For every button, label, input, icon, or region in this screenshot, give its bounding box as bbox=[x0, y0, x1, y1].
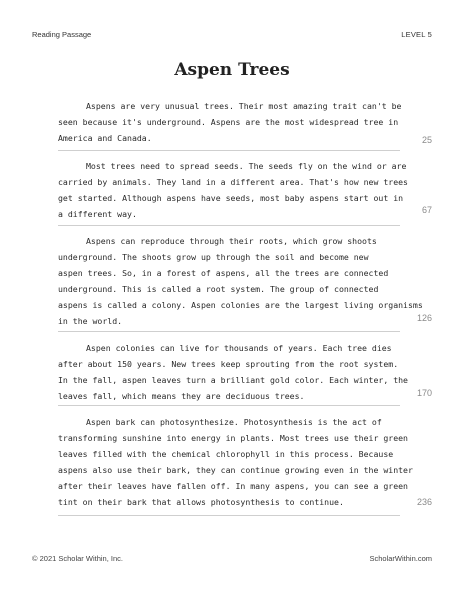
paragraph-line: Aspens can reproduce through their roots, which grow shoots bbox=[86, 236, 377, 246]
word-count: 170 bbox=[416, 388, 432, 398]
paragraph-1 bbox=[58, 98, 402, 146]
paragraph-line: America and Canada. bbox=[58, 133, 152, 143]
header-passage-label: Reading Passage bbox=[32, 30, 92, 39]
paragraph-line: tint on their bark that allows photosynthesis to continue. bbox=[58, 497, 344, 507]
paragraph-line: underground. The shoots grow up through the soil and become new bbox=[58, 252, 369, 262]
paragraph-line: underground. This is called a root system. The group of connected bbox=[58, 284, 379, 294]
word-count: 126 bbox=[416, 313, 432, 323]
paragraph-divider bbox=[58, 150, 400, 151]
paragraph-line: transforming sunshine into energy in plants. Most trees use their green bbox=[58, 433, 408, 443]
page-title: Aspen Trees bbox=[174, 60, 290, 80]
paragraph-line: aspens also use their bark, they can continue growing even in the winter bbox=[58, 465, 413, 475]
paragraph-3 bbox=[58, 233, 423, 329]
paragraph-4 bbox=[58, 340, 408, 404]
paragraph-divider bbox=[58, 405, 400, 406]
paragraph-line: get started. Although aspens have seeds, most baby aspens start out in bbox=[58, 193, 404, 203]
word-count: 25 bbox=[421, 135, 432, 145]
paragraph-5 bbox=[58, 414, 413, 510]
paragraph-line: leaves fall, which means they are deciduous trees. bbox=[58, 391, 305, 401]
paragraph-line: aspen trees. So, in a forest of aspens, all the trees are connected bbox=[58, 268, 389, 278]
paragraph-divider bbox=[58, 225, 400, 226]
paragraph-line: Aspen bark can photosynthesize. Photosynthesis is the act of bbox=[86, 417, 382, 427]
footer-copyright: © 2021 Scholar Within, Inc. bbox=[32, 554, 123, 563]
paragraph-divider bbox=[58, 515, 400, 516]
paragraph-divider bbox=[58, 331, 400, 332]
paragraph-line: aspens is called a colony. Aspen colonies are the largest living organisms bbox=[58, 300, 423, 310]
paragraph-line: carried by animals. They land in a different area. That's how new trees bbox=[58, 177, 408, 187]
paragraph-line: after about 150 years. New trees keep sprouting from the root system. bbox=[58, 359, 399, 369]
paragraph-line: after their leaves have fallen off. In many aspens, you can see a green bbox=[58, 481, 408, 491]
word-count: 67 bbox=[421, 205, 432, 215]
paragraph-line: seen because it's underground. Aspens are the most widespread tree in bbox=[58, 117, 399, 127]
header-level-label: LEVEL 5 bbox=[401, 30, 432, 39]
paragraph-line: Most trees need to spread seeds. The seeds fly on the wind or are bbox=[86, 161, 407, 171]
footer-website: ScholarWithin.com bbox=[369, 554, 432, 563]
paragraph-line: in the world. bbox=[58, 316, 123, 326]
paragraph-2 bbox=[58, 158, 408, 222]
paragraph-line: Aspens are very unusual trees. Their most amazing trait can't be bbox=[86, 101, 402, 111]
paragraph-line: a different way. bbox=[58, 209, 137, 219]
paragraph-line: leaves filled with the chemical chlorophyll in this process. Because bbox=[58, 449, 394, 459]
paragraph-line: Aspen colonies can live for thousands of years. Each tree dies bbox=[86, 343, 392, 353]
paragraph-line: In the fall, aspen leaves turn a brilliant gold color. Each winter, the bbox=[58, 375, 408, 385]
word-count: 236 bbox=[416, 497, 432, 507]
